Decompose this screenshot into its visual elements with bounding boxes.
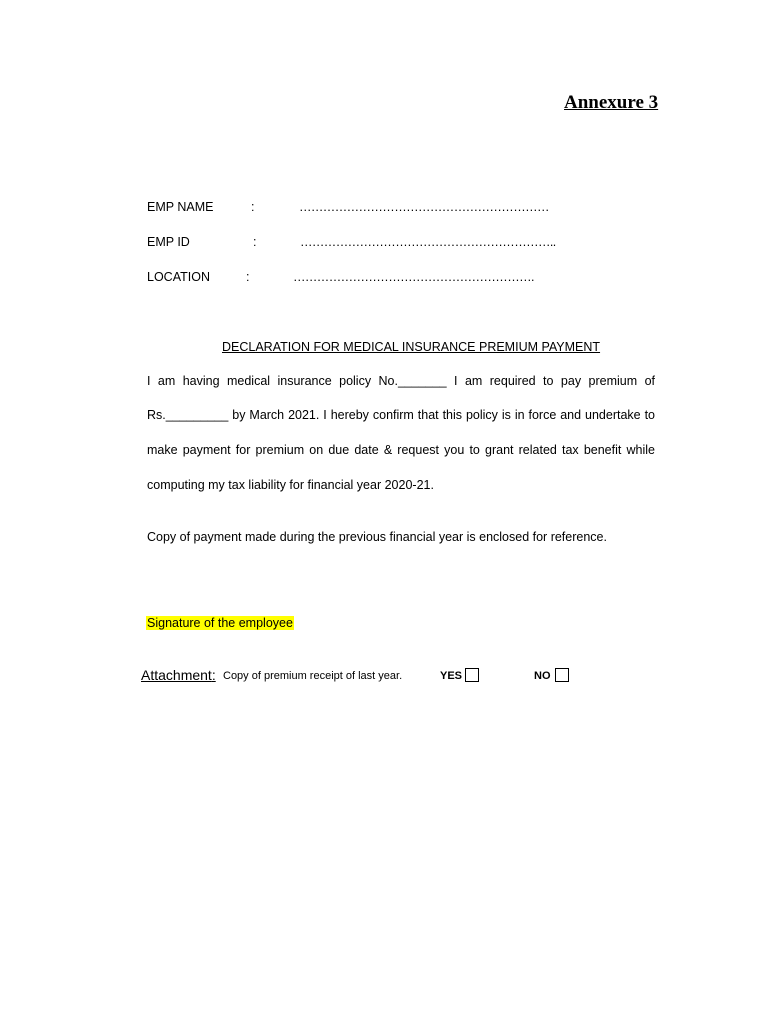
location-colon: : [246, 270, 250, 284]
declaration-heading: DECLARATION FOR MEDICAL INSURANCE PREMIUM PAYMENT [222, 340, 601, 354]
emp-name-label: EMP NAME [147, 200, 214, 214]
yes-label: YES [440, 670, 463, 682]
attachment-title-text: Attachment [141, 667, 212, 683]
yes-checkbox[interactable] [465, 668, 479, 682]
signature-label: Signature of the employee [147, 616, 293, 630]
emp-id-label: EMP ID [147, 235, 190, 249]
location-blank: ……………………………………………………. [293, 270, 534, 284]
attachment-description: Copy of premium receipt of last year. [223, 670, 403, 682]
attachment-title [141, 667, 216, 683]
location-label: LOCATION [147, 270, 210, 284]
declaration-line-4: computing my tax liability for financial year 2020-21. [147, 478, 434, 492]
declaration-line-2: Rs._________ by March 2021. I hereby confirm that this policy is in force and undertake to [147, 408, 655, 422]
attachment-colon: : [211, 667, 216, 683]
declaration-line-1: I am having medical insurance policy No._______ I am required to pay premium of [147, 374, 655, 388]
emp-id-blank: ……………………………………………………….. [300, 235, 556, 249]
emp-name-colon: : [251, 200, 255, 214]
annexure-title: Annexure 3 [564, 92, 659, 113]
emp-id-colon: : [253, 235, 257, 249]
enclosure-note: Copy of payment made during the previous financial year is enclosed for reference. [147, 530, 607, 544]
emp-name-blank: ……………………………………………………… [299, 200, 549, 214]
no-checkbox[interactable] [555, 668, 569, 682]
declaration-line-3: make payment for premium on due date & request you to grant related tax benefit while [147, 443, 655, 457]
no-label: NO [534, 670, 551, 682]
